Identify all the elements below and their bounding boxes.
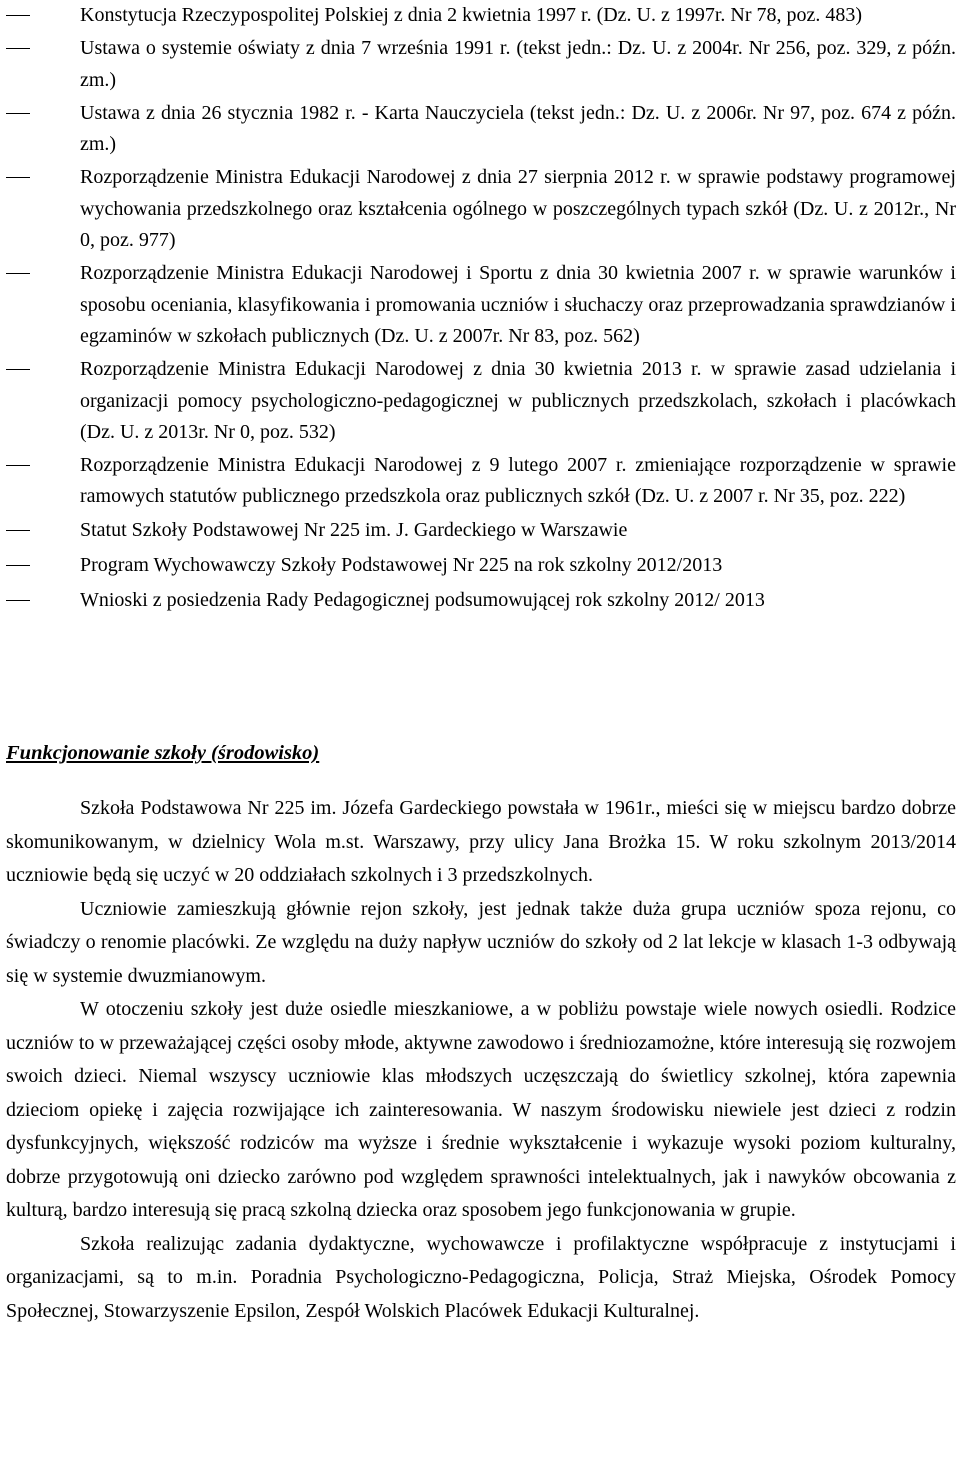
- list-item: [0, 33, 956, 96]
- list-item: [0, 354, 956, 448]
- dash-bullet-icon: [6, 113, 30, 114]
- list-item: [0, 162, 956, 256]
- section-heading: Funkcjonowanie szkoły (środowisko): [6, 742, 320, 764]
- list-item-text: Ustawa o systemie oświaty z dnia 7 września 1991 r. (tekst jedn.: Dz. U. z 2004r. Nr 256, poz. 329, z późn. zm.): [80, 37, 956, 91]
- list-item: [0, 0, 956, 31]
- list-item-text: Program Wychowawczy Szkoły Podstawowej Nr 225 na rok szkolny 2012/2013: [80, 554, 723, 577]
- section-body: [6, 792, 956, 1328]
- list-item-text: Rozporządzenie Ministra Edukacji Narodowej z dnia 30 kwietnia 2013 r. w sprawie zasad udzielania i organizacji pomocy psychologiczno-pedagogicznej w publicznych przedszkolach, szkołach i placówkach (Dz. U. z 2013r. Nr 0, poz. 532): [80, 358, 956, 443]
- list-item: [0, 258, 956, 352]
- paragraph: Szkoła Podstawowa Nr 225 im. Józefa Gardeckiego powstała w 1961r., mieści się w miejscu bardzo dobrze skomunikowanym, w dzielnicy Wola m.st. Warszawy, przy ulicy Jana Brożka 15. W roku szkolnym 2013/2014 uczniowie będą się uczyć w 20 oddziałach szkolnych i 3 przedszkolnych.: [6, 797, 956, 886]
- list-item: [0, 98, 956, 161]
- dash-bullet-icon: [6, 530, 30, 531]
- list-item-text: Rozporządzenie Ministra Edukacji Narodowej i Sportu z dnia 30 kwietnia 2007 r. w sprawie warunków i sposobu oceniania, klasyfikowania i promowania uczniów i słuchaczy oraz przeprowadzania sprawdzianów i egzaminów w szkołach publicznych (Dz. U. z 2007r. Nr 83, poz. 562): [80, 262, 956, 347]
- dash-bullet-icon: [6, 369, 30, 370]
- dash-bullet-icon: [6, 48, 30, 49]
- dash-bullet-icon: [6, 177, 30, 178]
- list-item: [0, 585, 956, 616]
- list-item-text: Ustawa z dnia 26 stycznia 1982 r. - Karta Nauczyciela (tekst jedn.: Dz. U. z 2006r. Nr 97, poz. 674 z późn. zm.): [80, 101, 956, 156]
- dash-bullet-icon: [6, 273, 30, 274]
- dash-bullet-icon: [6, 600, 30, 601]
- list-item-text: Wnioski z posiedzenia Rady Pedagogicznej podsumowującej rok szkolny 2012/ 2013: [80, 589, 765, 612]
- list-item: [0, 515, 956, 546]
- list-item-text: Statut Szkoły Podstawowej Nr 225 im. J. Gardeckiego w Warszawie: [80, 518, 628, 541]
- paragraph: Uczniowie zamieszkują głównie rejon szkoły, jest jednak także duża grupa uczniów spoza rejonu, co świadczy o renomie placówki. Ze względu na duży napływ uczniów do szkoły od 2 lat lekcje w klasach 1-3 odbywają się w systemie dwuzmianowym.: [6, 897, 956, 987]
- dash-bullet-icon: [6, 15, 30, 16]
- list-item: [0, 550, 956, 581]
- dash-bullet-icon: [6, 565, 30, 566]
- paragraph: Szkoła realizując zadania dydaktyczne, wychowawcze i profilaktyczne współpracuje z instytucjami i organizacjami, są to m.in. Poradnia Psychologiczno-Pedagogiczna, Policja, Straż Miejska, Ośrodek Pomocy Społecznej, Stowarzyszenie Epsilon, Zespół Wolskich Placówek Edukacji Kulturalnej.: [6, 1232, 956, 1322]
- list-item: [0, 450, 956, 513]
- list-item-text: Rozporządzenie Ministra Edukacji Narodowej z dnia 27 sierpnia 2012 r. w sprawie podstawy programowej wychowania przedszkolnego oraz kształcenia ogólnego w poszczególnych typach szkół (Dz. U. z 2012r., Nr 0, poz. 977): [80, 166, 956, 252]
- list-item-text: Konstytucja Rzeczypospolitej Polskiej z dnia 2 kwietnia 1997 r. (Dz. U. z 1997r. Nr 78, poz. 483): [80, 4, 863, 26]
- paragraph: W otoczeniu szkoły jest duże osiedle mieszkaniowe, a w pobliżu powstaje wiele nowych osiedli. Rodzice uczniów to w przeważającej części osoby młode, aktywne zawodowo i średniozamożne, które interesują się rozwojem swoich dzieci. Niemal wszyscy uczniowie klas młodszych uczęszczają do świetlicy szkolnej, która zapewnia dzieciom opiekę i zajęcia rozwijające ich zainteresowania. W naszym środowisku niewiele jest dzieci z rodzin dysfunkcyjnych, większość rodziców ma wyższe i średnie wykształcenie i wykazuje wysoki poziom kulturalny, dobrze przygotowują oni dziecko zarówno pod względem sprawności intelektualnych, jak i nawyków obcowania z kulturą, bardzo interesują się pracą szkolną dziecka oraz sposobem jego funkcjonowania w grupie.: [6, 998, 956, 1221]
- list-item-text: Rozporządzenie Ministra Edukacji Narodowej z 9 lutego 2007 r. zmieniające rozporządzenie w sprawie ramowych statutów publicznego przedszkola oraz publicznych szkół (Dz. U. z 2007 r. Nr 35, poz. 222): [80, 454, 956, 508]
- legal-acts-list: [0, 0, 956, 621]
- dash-bullet-icon: [6, 465, 30, 466]
